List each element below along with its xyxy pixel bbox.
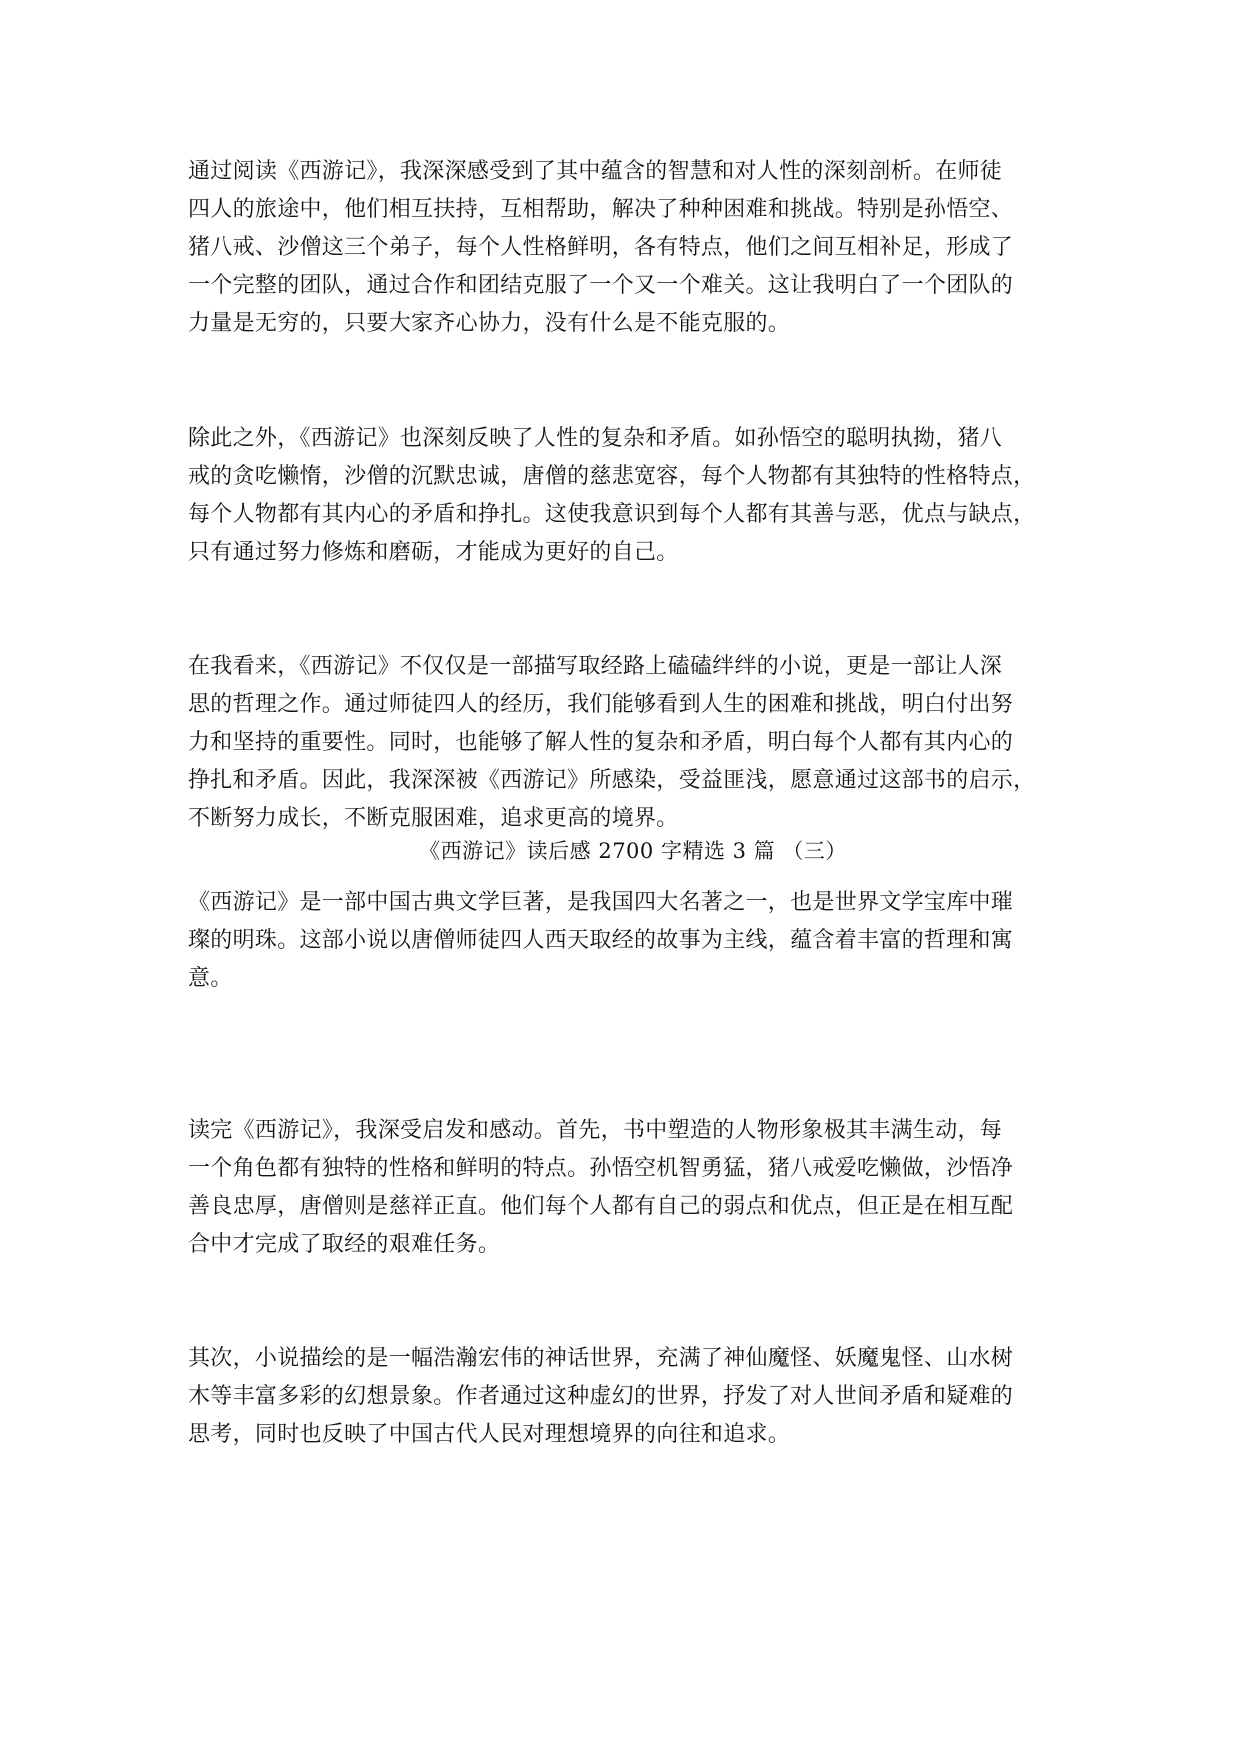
paragraph-4 bbox=[188, 884, 1078, 998]
paragraph-line: 思考，同时也反映了中国古代人民对理想境界的向往和追求。 bbox=[188, 1422, 791, 1447]
paragraph-line: 猪八戒、沙僧这三个弟子，每个人性格鲜明，各有特点，他们之间互相补足，形成了 bbox=[188, 235, 1014, 260]
paragraph-5 bbox=[188, 1112, 1078, 1264]
paragraph-line: 不断努力成长，不断克服困难，追求更高的境界。 bbox=[188, 806, 679, 831]
paragraph-line: 读完《西游记》，我深受启发和感动。首先，书中塑造的人物形象极其丰满生动，每 bbox=[188, 1118, 1003, 1143]
paragraph-line: 挣扎和矛盾。因此，我深深被《西游记》所感染，受益匪浅，愿意通过这部书的启示， bbox=[188, 768, 1036, 793]
paragraph-line: 只有通过努力修炼和磨砺，才能成为更好的自己。 bbox=[188, 540, 679, 565]
paragraph-2 bbox=[188, 420, 1078, 572]
paragraph-line: 璨的明珠。这部小说以唐僧师徒四人西天取经的故事为主线，蕴含着丰富的哲理和寓 bbox=[188, 928, 1014, 953]
paragraph-1 bbox=[188, 153, 1078, 343]
paragraph-line: 合中才完成了取经的艰难任务。 bbox=[188, 1232, 501, 1257]
paragraph-line: 除此之外，《西游记》也深刻反映了人性的复杂和矛盾。如孙悟空的聪明执拗，猪八 bbox=[188, 426, 1003, 451]
paragraph-line: 力量是无穷的，只要大家齐心协力，没有什么是不能克服的。 bbox=[188, 311, 791, 336]
paragraph-line: 《西游记》是一部中国古典文学巨著，是我国四大名著之一，也是世界文学宝库中璀 bbox=[188, 890, 1014, 915]
paragraph-line: 意。 bbox=[188, 966, 233, 991]
paragraph-line: 一个角色都有独特的性格和鲜明的特点。孙悟空机智勇猛，猪八戒爱吃懒做，沙悟净 bbox=[188, 1156, 1014, 1181]
paragraph-line: 一个完整的团队，通过合作和团结克服了一个又一个难关。这让我明白了一个团队的 bbox=[188, 273, 1014, 298]
paragraph-6 bbox=[188, 1340, 1078, 1454]
paragraph-line: 其次，小说描绘的是一幅浩瀚宏伟的神话世界，充满了神仙魔怪、妖魔鬼怪、山水树 bbox=[188, 1346, 1014, 1371]
paragraph-3 bbox=[188, 648, 1078, 838]
paragraph-line: 通过阅读《西游记》，我深深感受到了其中蕴含的智慧和对人性的深刻剖析。在师徒 bbox=[188, 159, 1003, 184]
paragraph-line: 思的哲理之作。通过师徒四人的经历，我们能够看到人生的困难和挑战，明白付出努 bbox=[188, 692, 1014, 717]
paragraph-line: 善良忠厚，唐僧则是慈祥正直。他们每个人都有自己的弱点和优点，但正是在相互配 bbox=[188, 1194, 1014, 1219]
paragraph-line: 四人的旅途中，他们相互扶持，互相帮助，解决了种种困难和挑战。特别是孙悟空、 bbox=[188, 197, 1014, 222]
section-heading: 《西游记》读后感 2700 字精选 3 篇 （三） bbox=[419, 839, 847, 863]
paragraph-line: 木等丰富多彩的幻想景象。作者通过这种虚幻的世界，抒发了对人世间矛盾和疑难的 bbox=[188, 1384, 1014, 1409]
paragraph-line: 在我看来，《西游记》不仅仅是一部描写取经路上磕磕绊绊的小说，更是一部让人深 bbox=[188, 654, 1003, 679]
paragraph-line: 力和坚持的重要性。同时，也能够了解人性的复杂和矛盾，明白每个人都有其内心的 bbox=[188, 730, 1014, 755]
paragraph-line: 每个人物都有其内心的矛盾和挣扎。这使我意识到每个人都有其善与恶，优点与缺点， bbox=[188, 502, 1036, 527]
paragraph-line: 戒的贪吃懒惰，沙僧的沉默忠诚，唐僧的慈悲宽容，每个人物都有其独特的性格特点， bbox=[188, 464, 1036, 489]
